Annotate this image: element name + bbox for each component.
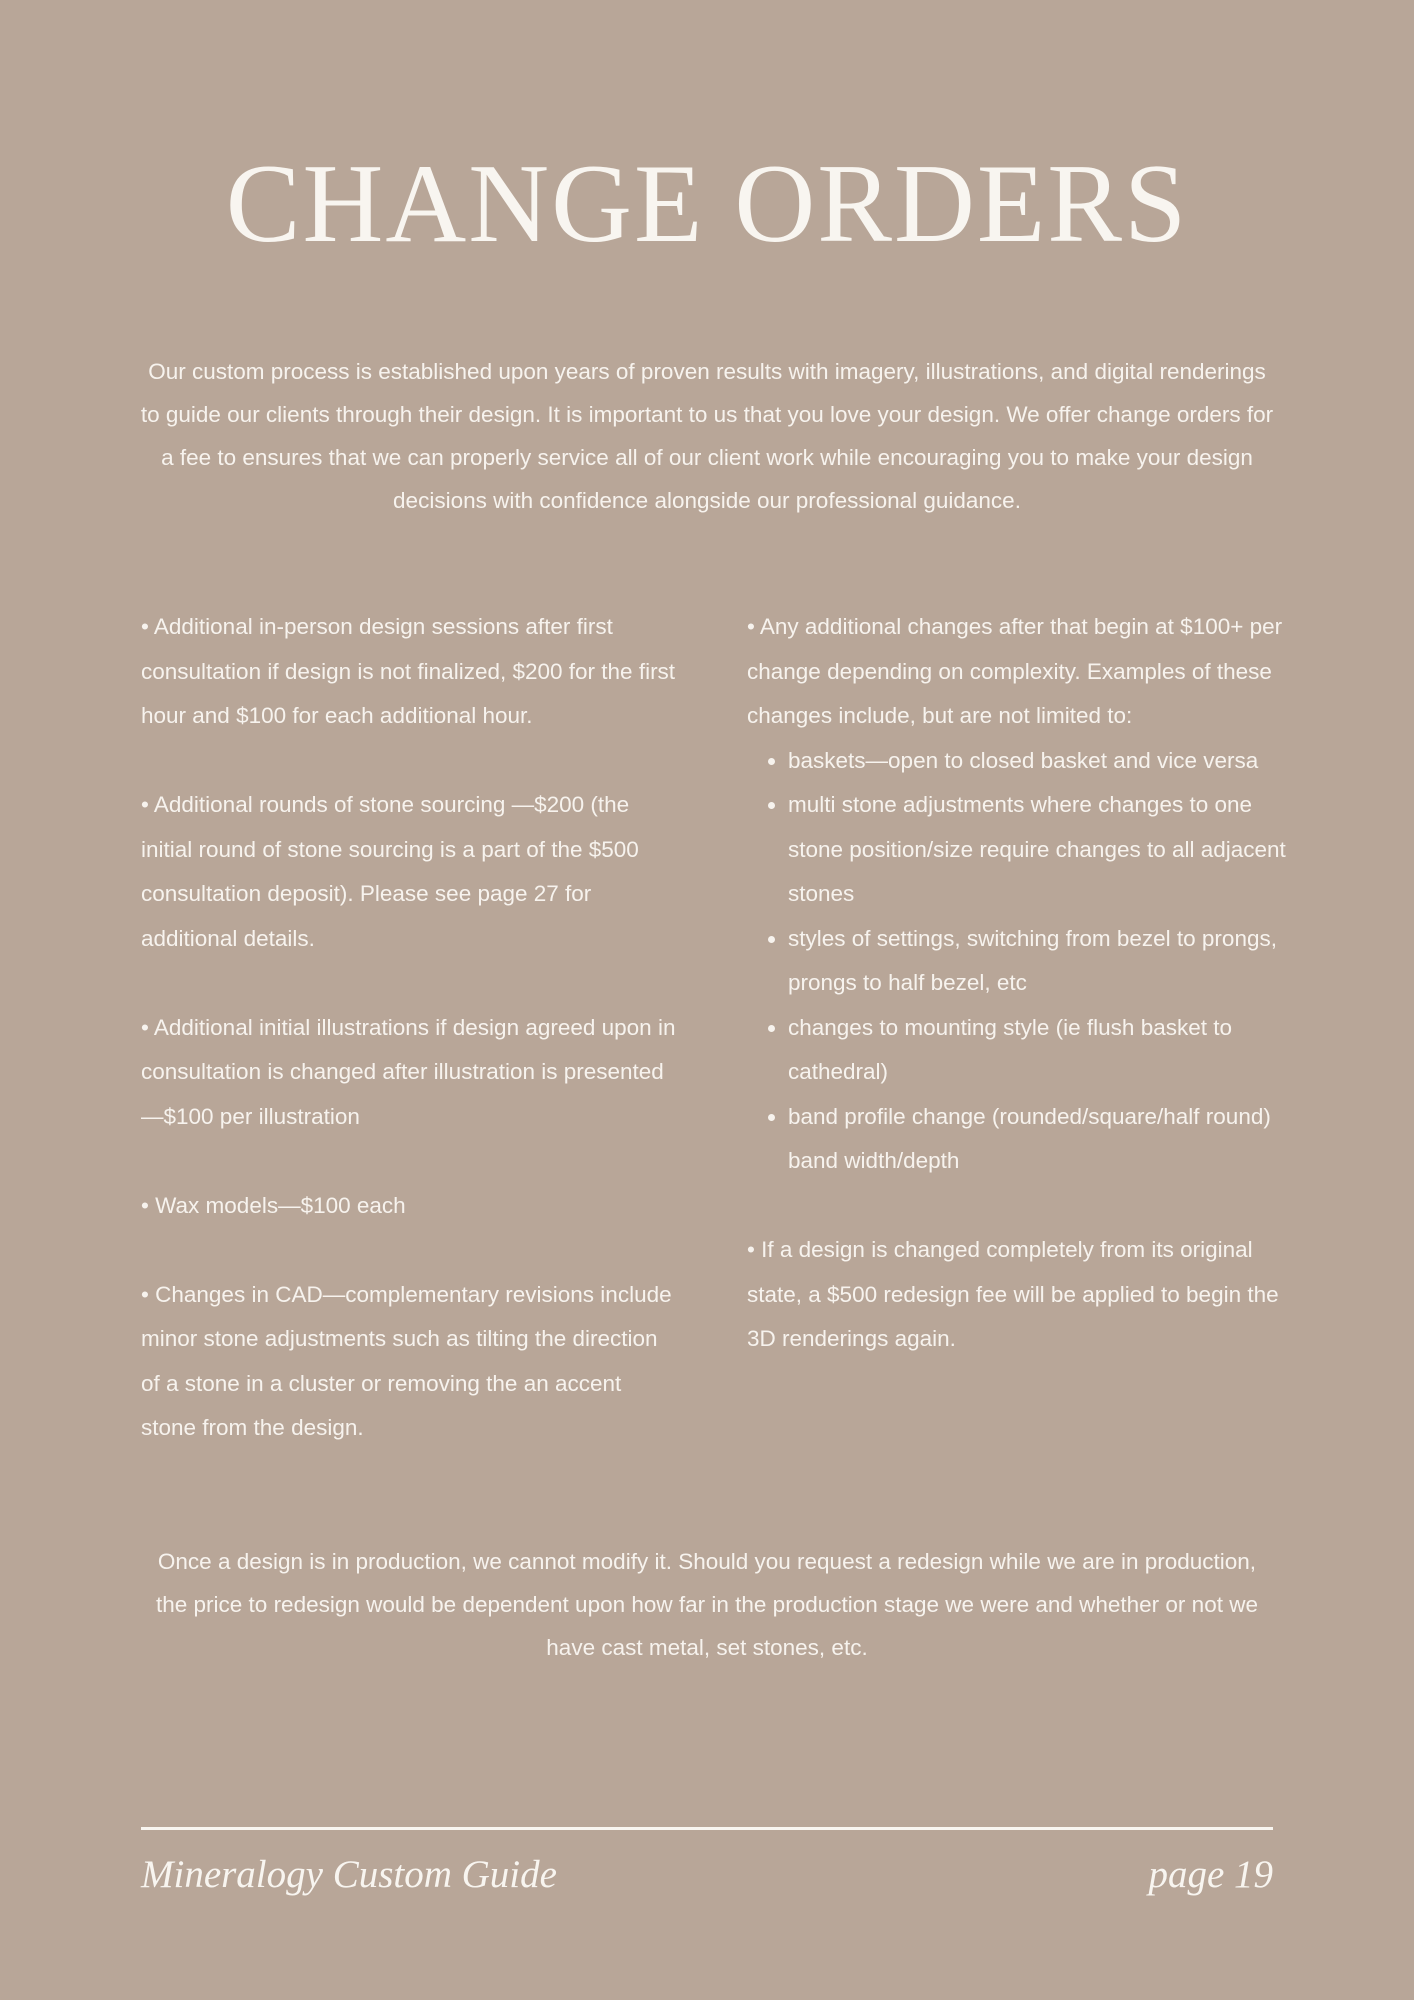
- fee-item-illustrations: • Additional initial illustrations if design agreed upon in consultation is changed after illustration is presented —$100 per illustration: [141, 1014, 676, 1129]
- list-item: • baskets—open to closed basket and vice versa: [788, 739, 1307, 784]
- list-item: • changes to mounting style (ie flush basket to cathedral): [788, 1006, 1307, 1095]
- page-title: CHANGE ORDERS: [225, 142, 1189, 266]
- fee-item-additional-changes: • Any additional changes after that begin at $100+ per change depending on complexity. Examples of these changes include, but are not limited to:: [747, 614, 1283, 728]
- fee-item-wax-models: • Wax models—$100 each: [141, 1192, 406, 1218]
- footer-divider: [141, 1827, 1273, 1830]
- footer-guide-name: Mineralogy Custom Guide: [141, 1853, 557, 1896]
- intro-paragraph: Our custom process is established upon years of proven results with imagery, illustrations, and digital renderings to guide our clients through their design. It is important to us that you love your design. We offer change orders for a fee to ensures that we can properly service all of our client work while encouraging you to make your design decisions with confidence alongside our professional guidance.: [140, 359, 1274, 513]
- change-examples-list: [747, 739, 1307, 1184]
- page-number: page 19: [1148, 1853, 1273, 1896]
- fee-item-redesign: • If a design is changed completely from its original state, a $500 redesign fee will be applied to begin the 3D renderings again.: [747, 1237, 1279, 1351]
- fee-item-design-sessions: • Additional in-person design sessions after first consultation if design is not finalized, $200 for the first hour and $100 for each additional hour.: [141, 614, 676, 728]
- closing-paragraph: Once a design is in production, we cannot modify it. Should you request a redesign while we are in production, the price to redesign would be dependent upon how far in the production stage we were and whether or not we have cast metal, set stones, etc.: [156, 1549, 1258, 1660]
- list-item: • multi stone adjustments where changes to one stone position/size require changes to all adjacent stones: [788, 783, 1307, 917]
- fee-item-cad-changes: • Changes in CAD—complementary revisions include minor stone adjustments such as tilting the direction of a stone in a cluster or removing the an accent stone from the design.: [141, 1281, 672, 1440]
- list-item: • band profile change (rounded/square/half round) band width/depth: [788, 1095, 1307, 1184]
- right-column: [747, 605, 1307, 1406]
- fee-item-stone-sourcing: • Additional rounds of stone sourcing —$200 (the initial round of stone sourcing is a part of the $500 consultation deposit). Please see page 27 for additional details.: [141, 792, 639, 951]
- list-item: • styles of settings, switching from bezel to prongs, prongs to half bezel, etc: [788, 917, 1307, 1006]
- left-column: [141, 605, 681, 1495]
